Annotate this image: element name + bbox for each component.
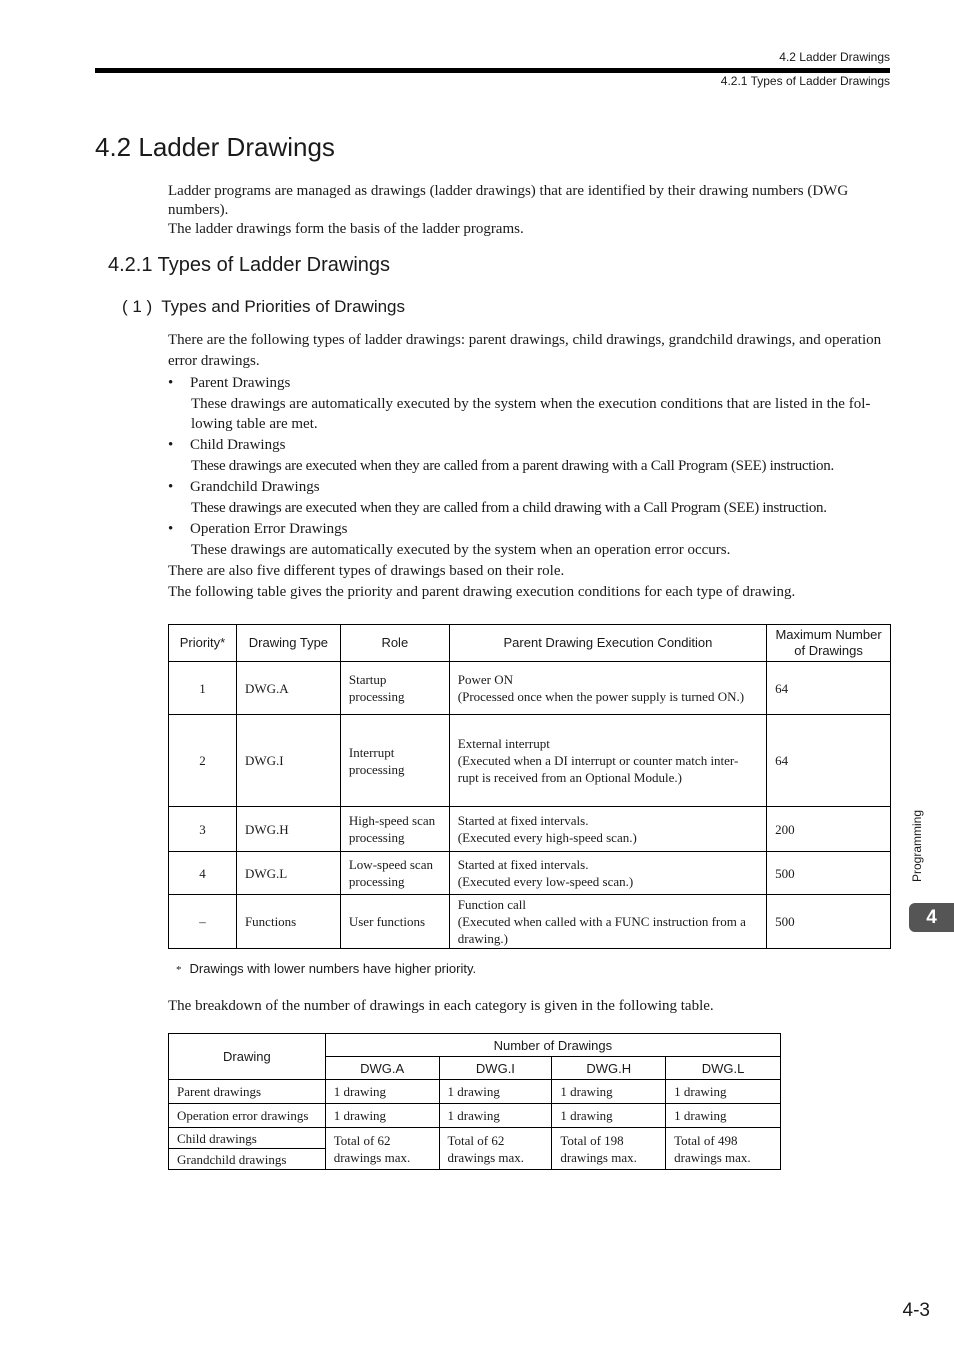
cell-total: Total of 198 drawings max.	[552, 1128, 666, 1170]
intro-paragraph-2: The ladder drawings form the basis of the ladder programs.	[168, 221, 524, 237]
lead-paragraph: There are the following types of ladder drawings: parent drawings, child drawings, grandchild drawings, and operation error drawings.	[168, 332, 882, 369]
cell-priority: 1	[169, 662, 237, 715]
table-footnote	[176, 961, 476, 976]
cell-value: 1 drawing	[439, 1080, 552, 1104]
cell-role: High-speed scan processing	[340, 807, 449, 852]
cell-value: 1 drawing	[666, 1104, 781, 1128]
breakdown-table	[168, 1033, 781, 1170]
cell-total: Total of 498 drawings max.	[666, 1128, 781, 1170]
col-header-dwg-l: DWG.L	[666, 1057, 781, 1080]
table-row	[169, 1104, 781, 1128]
table-intro-paragraph: The following table gives the priority and parent drawing execution conditions for each type of drawing.	[168, 584, 796, 600]
col-header-max-drawings: Maximum Number of Drawings	[767, 625, 891, 662]
intro-paragraph-1: Ladder programs are managed as drawings (ladder drawings) that are identified by their drawing numbers (DWG numbers).	[168, 183, 849, 218]
cell-total: Total of 62 drawings max.	[439, 1128, 552, 1170]
running-header-section: 4.2 Ladder Drawings	[779, 50, 890, 64]
cell-type: DWG.I	[236, 715, 340, 807]
list-item	[168, 373, 890, 434]
subheading-number: ( 1 )	[122, 297, 153, 316]
table-row	[169, 1080, 781, 1104]
cell-role: Interrupt processing	[340, 715, 449, 807]
col-header-role: Role	[340, 625, 449, 662]
body-text	[168, 330, 890, 603]
table-row	[169, 715, 891, 807]
cell-condition: Power ON (Processed once when the power supply is turned ON.)	[449, 662, 766, 715]
col-header-condition: Parent Drawing Execution Condition	[449, 625, 766, 662]
running-header-subsection: 4.2.1 Types of Ladder Drawings	[720, 74, 890, 88]
col-header-drawing-type: Drawing Type	[236, 625, 340, 662]
bullet-title: Operation Error Drawings	[190, 521, 348, 537]
cell-condition: Function call (Executed when called with a FUNC instruction from a drawing.)	[449, 895, 766, 949]
table-row	[169, 807, 891, 852]
table-row	[169, 852, 891, 895]
cell-type: DWG.H	[236, 807, 340, 852]
row-label: Child drawings	[169, 1128, 326, 1149]
col-header-dwg-a: DWG.A	[325, 1057, 439, 1080]
cell-max: 64	[767, 715, 891, 807]
list-item	[168, 477, 890, 518]
bullet-title: Child Drawings	[190, 437, 286, 453]
table-header-row	[169, 625, 891, 662]
footnote-text: Drawings with lower numbers have higher priority.	[189, 961, 477, 976]
cell-value: 1 drawing	[666, 1080, 781, 1104]
table-row	[169, 1128, 781, 1149]
cell-role: User functions	[340, 895, 449, 949]
cell-value: 1 drawing	[439, 1104, 552, 1128]
cell-priority: 2	[169, 715, 237, 807]
col-header-drawing: Drawing	[169, 1034, 326, 1080]
col-header-dwg-i: DWG.I	[439, 1057, 552, 1080]
cell-type: DWG.L	[236, 852, 340, 895]
row-label: Operation error drawings	[169, 1104, 326, 1128]
cell-value: 1 drawing	[325, 1080, 439, 1104]
table-row	[169, 662, 891, 715]
col-header-number-of-drawings: Number of Drawings	[325, 1034, 780, 1057]
breakdown-paragraph: The breakdown of the number of drawings in each category is given in the following table.	[168, 998, 714, 1014]
cell-condition: Started at fixed intervals. (Executed every high-speed scan.)	[449, 807, 766, 852]
cell-value: 1 drawing	[552, 1104, 666, 1128]
bullet-desc: These drawings are automatically executed by the system when an operation error occurs.	[191, 542, 731, 558]
bullet-title: Grandchild Drawings	[190, 479, 320, 495]
cell-type: DWG.A	[236, 662, 340, 715]
priority-table	[168, 624, 891, 949]
cell-role: Startup processing	[340, 662, 449, 715]
cell-condition: Started at fixed intervals. (Executed every low-speed scan.)	[449, 852, 766, 895]
cell-priority: 4	[169, 852, 237, 895]
roles-paragraph: There are also five different types of drawings based on their role.	[168, 563, 565, 579]
bullet-title: Parent Drawings	[190, 375, 291, 391]
subsection-title: 4.2.1 Types of Ladder Drawings	[108, 254, 391, 276]
bullet-desc: These drawings are automatically executed by the system when the execution conditions that are listed in the fol-lowing table are met.	[191, 396, 871, 432]
row-label: Parent drawings	[169, 1080, 326, 1104]
side-tab-text: Programming	[910, 809, 924, 882]
page-number: 4-3	[902, 1300, 930, 1321]
col-header-priority: Priority*	[169, 625, 237, 662]
footnote-mark: *	[176, 964, 182, 976]
side-tab-label	[910, 809, 930, 902]
cell-condition: External interrupt (Executed when a DI interrupt or counter match inter-rupt is received from an Optional Module.)	[449, 715, 766, 807]
row-label: Grandchild drawings	[169, 1149, 326, 1170]
header-rule	[95, 68, 890, 73]
page-title: 4.2 Ladder Drawings	[95, 132, 335, 162]
cell-value: 1 drawing	[552, 1080, 666, 1104]
col-header-dwg-h: DWG.H	[552, 1057, 666, 1080]
cell-max: 500	[767, 852, 891, 895]
bullet-desc: These drawings are executed when they are called from a child drawing with a Call Program (SEE) instruction.	[191, 500, 827, 516]
cell-role: Low-speed scan processing	[340, 852, 449, 895]
table-row	[169, 895, 891, 949]
intro	[168, 182, 890, 239]
bullet-desc: These drawings are executed when they are called from a parent drawing with a Call Program (SEE) instruction.	[191, 458, 834, 474]
cell-value: 1 drawing	[325, 1104, 439, 1128]
cell-max: 64	[767, 662, 891, 715]
subheading-text: Types and Priorities of Drawings	[161, 297, 406, 316]
cell-type: Functions	[236, 895, 340, 949]
cell-total: Total of 62 drawings max.	[325, 1128, 439, 1170]
subheading	[122, 297, 405, 317]
list-item	[168, 435, 890, 476]
chapter-tab: 4	[909, 903, 954, 932]
list-item	[168, 519, 890, 560]
cell-max: 500	[767, 895, 891, 949]
cell-max: 200	[767, 807, 891, 852]
drawing-type-list	[168, 373, 890, 560]
cell-priority: –	[169, 895, 237, 949]
cell-priority: 3	[169, 807, 237, 852]
